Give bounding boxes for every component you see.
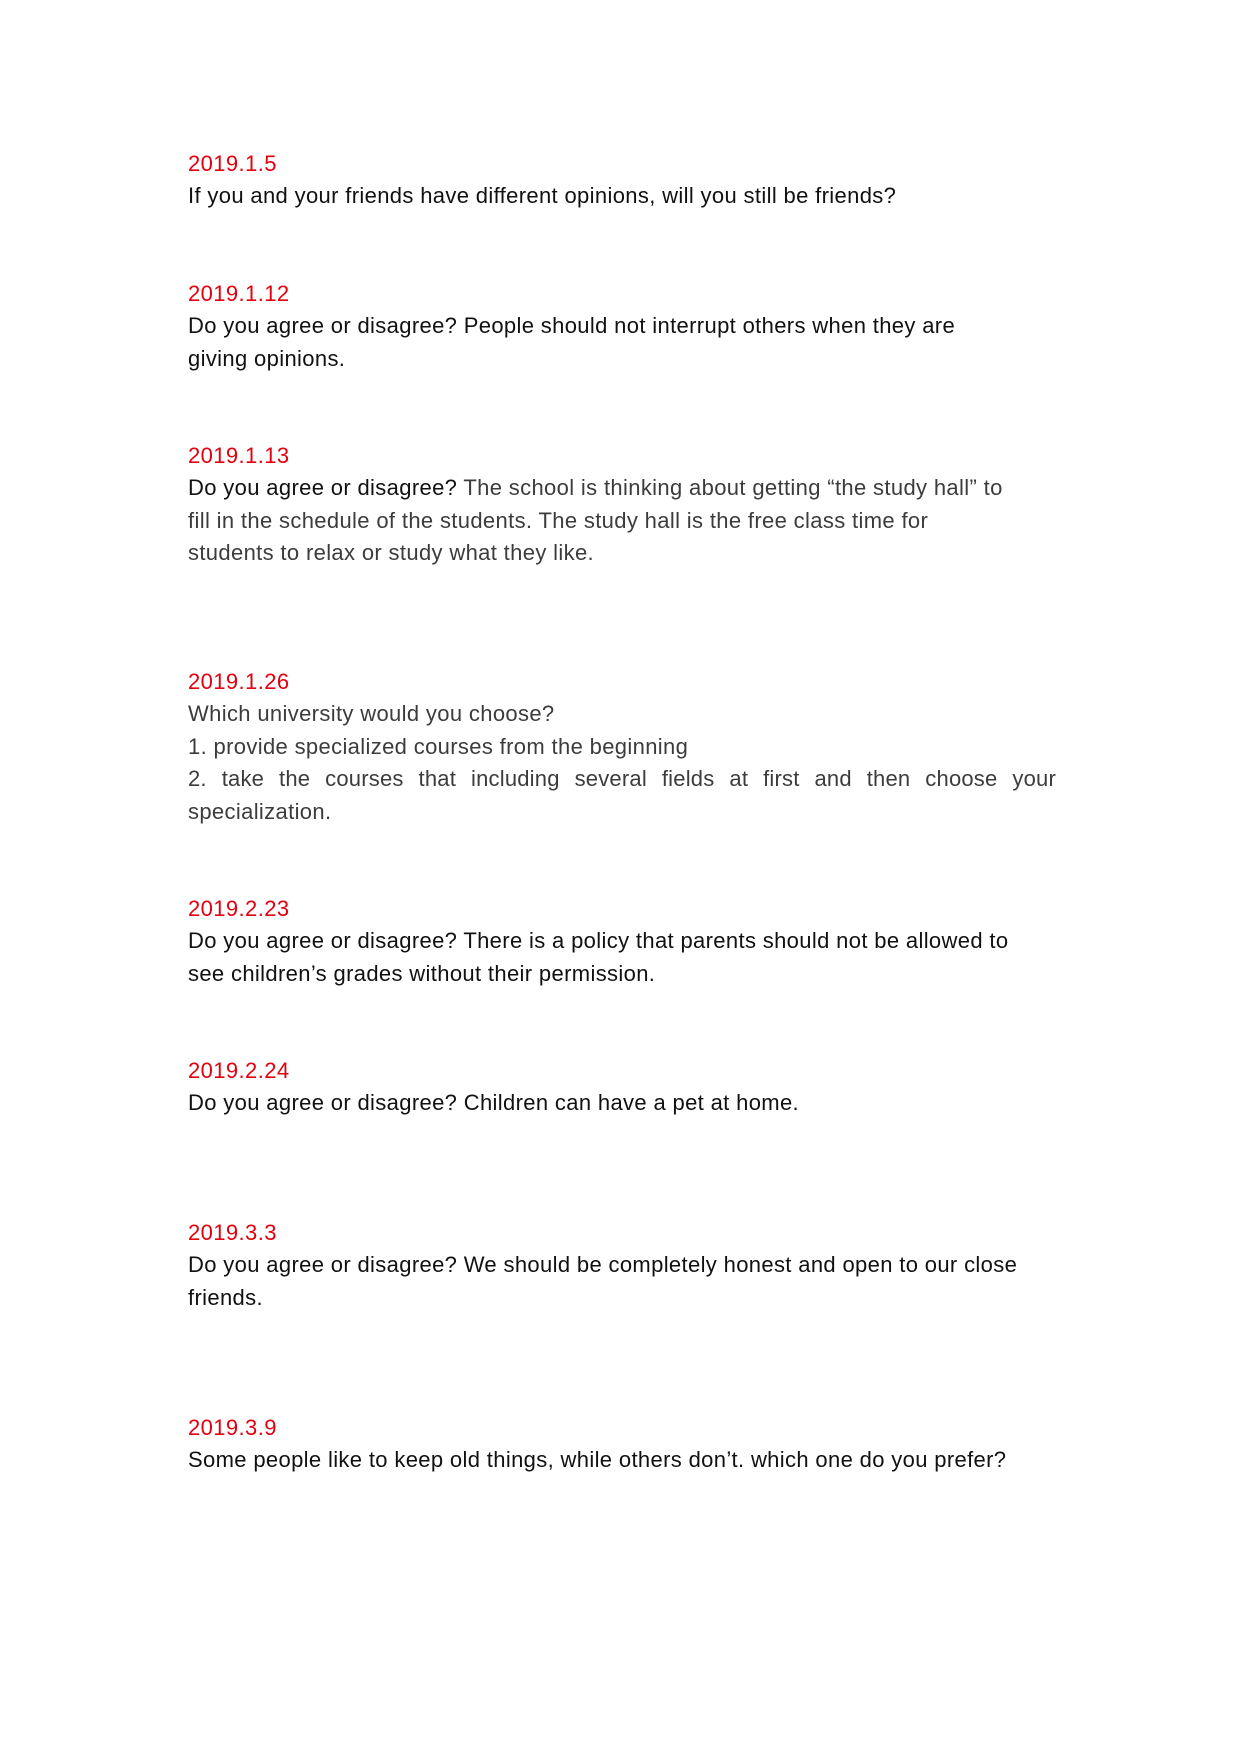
entry-date: 2019.2.23 bbox=[188, 896, 290, 921]
entry-2019-2-23 bbox=[188, 893, 1056, 1055]
entry-question: Do you agree or disagree? There is a policy that parents should not be allowed to bbox=[188, 928, 1009, 953]
entry-question: Do you agree or disagree? People should not interrupt others when they are bbox=[188, 313, 956, 338]
entry-question: Do you agree or disagree? Children can have a pet at home. bbox=[188, 1090, 800, 1115]
entry-option: 2. take the courses that including several fields at first and then choose your bbox=[188, 766, 1056, 791]
entry-2019-1-12 bbox=[188, 278, 1056, 440]
question-prefix: Do you agree or disagree? bbox=[188, 475, 464, 500]
entry-question: friends. bbox=[188, 1284, 263, 1310]
entry-date: 2019.1.13 bbox=[188, 443, 290, 468]
entry-question: giving opinions. bbox=[188, 345, 346, 371]
entry-2019-1-13 bbox=[188, 440, 1056, 666]
question-body: The school is thinking about getting “the study hall” to bbox=[463, 475, 1003, 500]
entry-option: specialization. bbox=[188, 798, 332, 824]
entry-question: Do you agree or disagree? We should be completely honest and open to our close bbox=[188, 1252, 1018, 1277]
entry-date: 2019.3.9 bbox=[188, 1415, 277, 1440]
entry-date: 2019.3.3 bbox=[188, 1220, 277, 1245]
entry-option: 1. provide specialized courses from the beginning bbox=[188, 733, 689, 759]
entry-date: 2019.2.24 bbox=[188, 1058, 290, 1083]
entry-question: If you and your friends have different opinions, will you still be friends? bbox=[188, 183, 897, 208]
entry-2019-2-24 bbox=[188, 1055, 1056, 1217]
entry-question: Which university would you choose? bbox=[188, 701, 555, 726]
entry-2019-3-9 bbox=[188, 1412, 1056, 1512]
entry-date: 2019.1.5 bbox=[188, 151, 277, 176]
entry-question bbox=[188, 472, 1056, 505]
entry-2019-3-3 bbox=[188, 1217, 1056, 1412]
entry-question: fill in the schedule of the students. The study hall is the free class time for bbox=[188, 507, 929, 533]
entry-2019-1-5 bbox=[188, 148, 1056, 278]
entry-question: see children’s grades without their permission. bbox=[188, 960, 656, 986]
entry-date: 2019.1.12 bbox=[188, 281, 290, 306]
document-page bbox=[188, 148, 1056, 1512]
entry-2019-1-26 bbox=[188, 666, 1056, 893]
entry-date: 2019.1.26 bbox=[188, 669, 290, 694]
entry-question: Some people like to keep old things, while others don’t. which one do you prefer? bbox=[188, 1447, 1007, 1472]
entry-question: students to relax or study what they like. bbox=[188, 540, 595, 565]
